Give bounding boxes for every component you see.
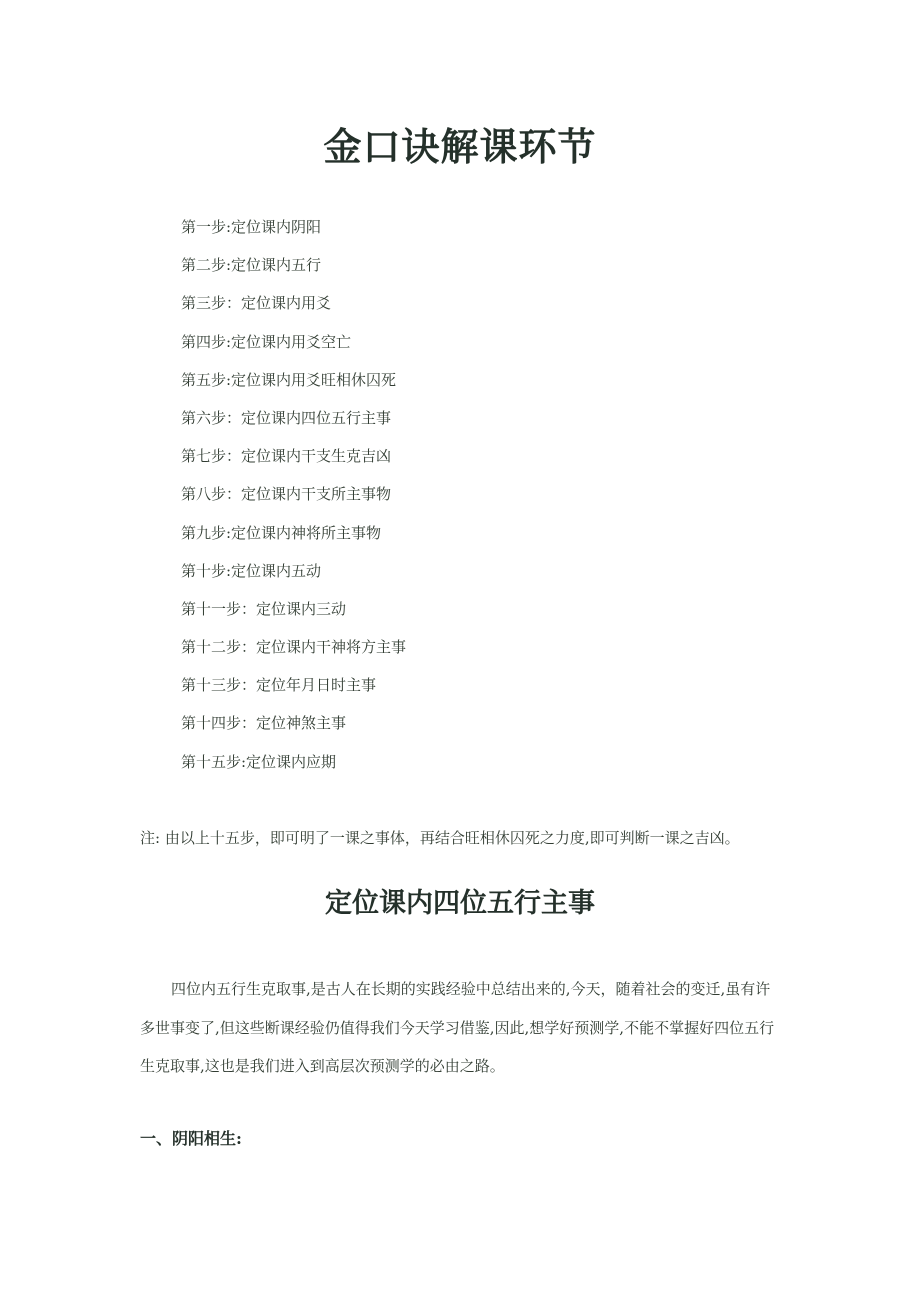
step-item: 第六步：定位课内四位五行主事 — [181, 408, 392, 427]
step-item: 第十一步：定位课内三动 — [181, 599, 347, 618]
page-title: 金口诀解课环节 — [323, 124, 597, 169]
step-item: 第八步：定位课内干支所主事物 — [181, 485, 392, 504]
step-item: 第十三步：定位年月日时主事 — [181, 676, 377, 695]
summary-note: 注: 由以上十五步，即可明了一课之事体，再结合旺相休囚死之力度,即可判断一课之吉凶。 — [140, 829, 740, 847]
step-item: 第一步:定位课内阴阳 — [181, 218, 322, 236]
step-item: 第二步:定位课内五行 — [181, 256, 322, 275]
step-item: 第十四步：定位神煞主事 — [181, 714, 347, 733]
step-item: 第九步:定位课内神将所主事物 — [181, 523, 382, 542]
step-item: 第三步：定位课内用爻 — [181, 294, 332, 313]
step-item: 第十五步:定位课内应期 — [181, 752, 337, 771]
subsection-heading: 一、阴阳相生: — [140, 1129, 242, 1148]
step-item: 第十步:定位课内五动 — [181, 561, 322, 580]
step-item: 第四步:定位课内用爻空亡 — [181, 332, 352, 351]
section-paragraph: 四位内五行生克取事,是古人在长期的实践经验中总结出来的,今天，随着社会的变迁,虽有许多世事变了,但这些断课经验仍值得我们今天学习借鉴,因此,想学好预测学,不能不掌握好四位五行生克取事,这也是我们进入到高层次预测学的必由之路。 — [140, 980, 775, 1075]
step-item: 第七步：定位课内干支生克吉凶 — [181, 447, 392, 466]
step-item: 第十二步：定位课内干神将方主事 — [181, 638, 407, 657]
step-list — [181, 212, 406, 785]
section-title: 定位课内四位五行主事 — [325, 888, 595, 919]
step-item: 第五步:定位课内用爻旺相休囚死 — [181, 370, 397, 389]
